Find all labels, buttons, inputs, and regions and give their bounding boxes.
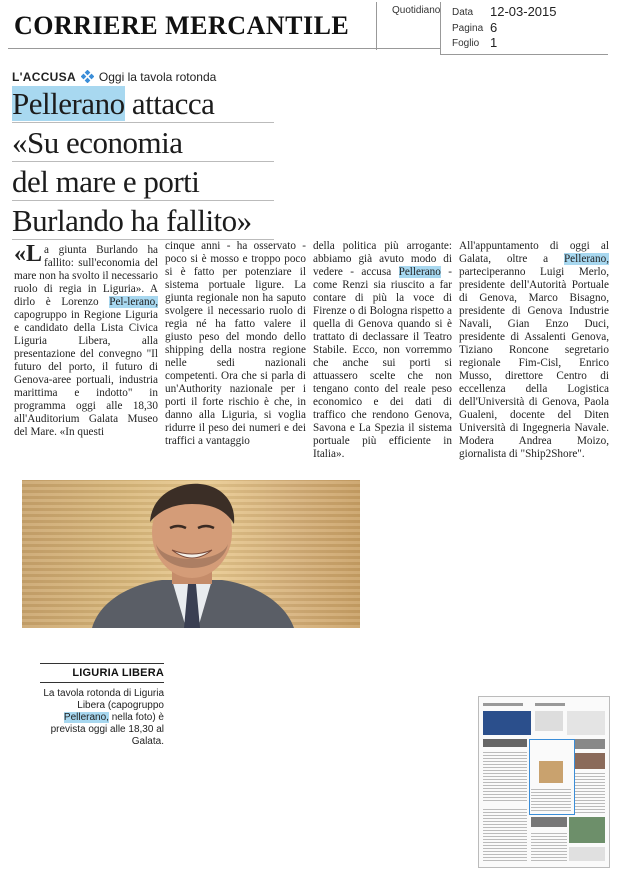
article-text: a giunta Burlando ha fallito: sull'economia del mare non ha svolto il necessario ruolo di regia in Liguria». A dirlo è Lorenzo (14, 244, 158, 308)
article-column-1 (14, 241, 158, 439)
page-value: 6 (490, 20, 498, 35)
thumb-header (483, 703, 523, 706)
name-highlight: Pellerano, (63, 712, 109, 723)
headline-line: del mare e porti (12, 162, 274, 201)
date-value: 12-03-2015 (490, 4, 557, 19)
thumb-text-block (567, 711, 605, 735)
thumb-photo (483, 711, 531, 735)
article-text: cinque anni - ha osservato - poco si è mosso e troppo poco si è fatto per potenziare il sistema portuale ligure. La giunta regionale non ha saputo svolgere il necessario ruolo di regia né ha fatto valere il giusto peso del mondo dello shipping della nostra regione nelle sedi nazionali competenti. Ora che si parla di un'Authority nazionale per i porti il forte rischio è che, in danno alla Liguria, si voglia ridurre il peso dei numeri e dei traffici a vantaggio (165, 240, 306, 447)
thumb-text-block (575, 773, 605, 813)
thumb-text-block (483, 807, 527, 861)
kicker-text: Oggi la tavola rotonda (98, 70, 217, 84)
caption-rule (40, 682, 164, 683)
headline-line: «Su economia (12, 123, 274, 162)
thumb-photo (575, 753, 605, 769)
headline-highlight: Pellerano (12, 86, 125, 121)
masthead: CORRIERE MERCANTILE (14, 11, 350, 40)
thumb-photo (539, 761, 563, 783)
thumb-text-block (483, 751, 527, 801)
name-highlight: Pellerano, (563, 253, 609, 265)
article-column-2 (165, 240, 306, 448)
thumb-photo (569, 817, 605, 843)
headline-line (12, 84, 274, 123)
caption-text-part: nella foto) è prevista oggi alle 18,30 al Galata. (50, 712, 164, 747)
thumb-title (483, 739, 527, 747)
article-column-3 (313, 240, 452, 461)
article-text: All'appuntamento di oggi al Galata, oltre a (459, 240, 609, 265)
page-thumbnail[interactable] (478, 696, 610, 868)
page-label: Pagina (452, 23, 484, 34)
name-highlight: Pel- (109, 296, 128, 308)
person-illustration (22, 480, 360, 628)
article-text: della politica più arrogante: abbiamo già avuto modo di vedere - accusa (313, 240, 452, 278)
portrait-photo (22, 480, 360, 628)
thumb-text-block (531, 831, 567, 861)
drop-cap: «L (14, 241, 43, 267)
name-highlight: Pellerano (398, 266, 441, 278)
sheet-label: Foglio (452, 38, 480, 49)
thumb-title (575, 739, 605, 749)
thumb-text-block (569, 847, 605, 861)
header-divider (376, 2, 377, 50)
publication-type: Quotidiano (392, 5, 441, 16)
article-text: parteciperanno Luigi Merlo, presidente dell'Autorità Portuale di Genova, Marco Bisagno, presidente di Genova Industrie Navali, Gian Enzo Duci, presidente di Assalenti Genova, Tiziano Roncone segretario regionale Fim-Cisl, Enrico Musso, direttore Centro di eccellenza della Logistica dell'Università di Genova, Paola Gualeni, docente del Diten Università di Ingegneria Navale. Modera Andrea Moizo, giornalista di "Ship2Shore". (459, 266, 609, 460)
caption-text-part: La tavola rotonda di Liguria Libera (capogruppo (43, 688, 164, 711)
article-text: capogruppo in Regione Liguria e candidato della Lista Civica Liguria Libera, alla presentazione del convegno "Il futuro del porto, il futuro di Genova-aree portuali, industria marittima e indotto" in programma oggi alle 18,30 all'Auditorium Galata Museo del Mare. «In questi (14, 309, 158, 438)
headline-text: attacca (124, 86, 215, 121)
headline-line: Burlando ha fallito» (12, 201, 274, 240)
thumb-header (535, 703, 565, 706)
article-text: - come Renzi sia riuscito a far contare di più la voce di Firenze o di Bologna rispetto a quella di Genova quando si è trattato di declassare il Teatro Stabile. Ecco, non vorremmo che anche sui porti si attuassero scelte che non tengano conto del reale peso economico e dei dati di traffico che rendono Genova, Savona e La Spezia il sistema portuale più efficiente in Italia». (313, 266, 452, 460)
date-label: Data (452, 7, 474, 18)
header-rule (8, 48, 440, 49)
name-highlight: lerano, (127, 296, 158, 308)
sheet-value: 1 (490, 35, 498, 50)
caption-title: LIGURIA LIBERA (40, 663, 164, 679)
kicker-section: L'ACCUSA (12, 70, 76, 84)
headline (12, 84, 282, 240)
caption-text (40, 688, 164, 748)
thumb-title (531, 817, 567, 827)
thumb-text-block (535, 711, 563, 731)
thumb-text-block (531, 787, 571, 811)
article-column-4 (459, 240, 609, 461)
